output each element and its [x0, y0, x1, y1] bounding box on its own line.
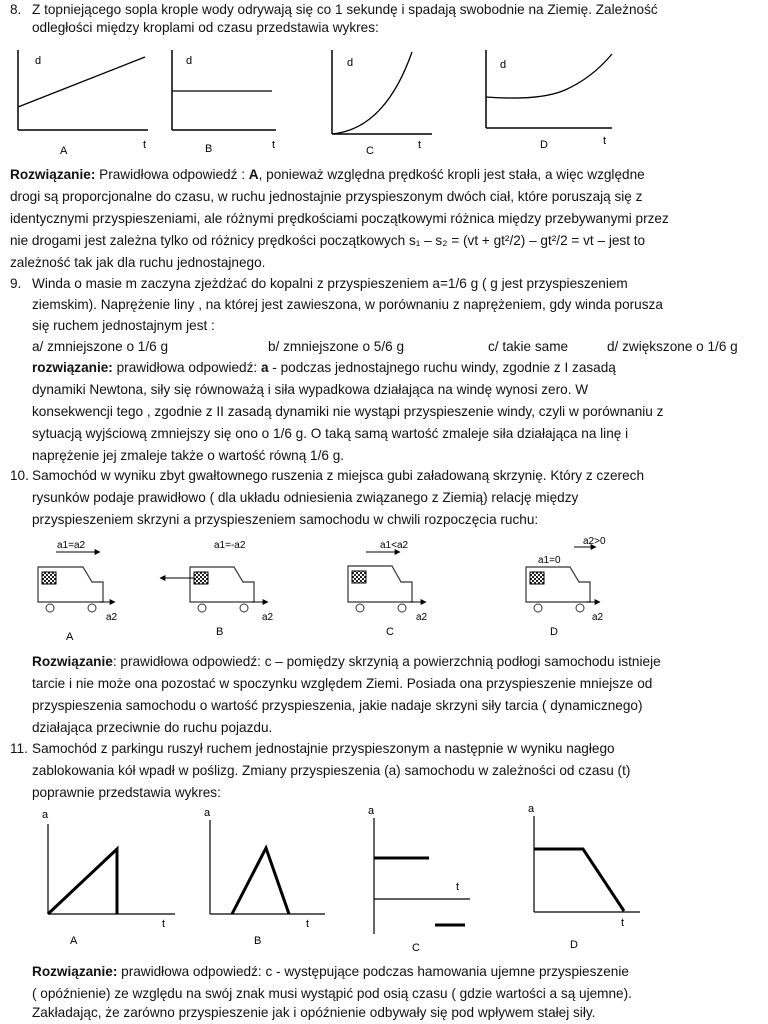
car-acc-label: a2	[262, 612, 274, 623]
x-label: t	[621, 917, 625, 929]
graph-label: A	[70, 935, 78, 947]
option-d: d/ zwiększone o 1/6 g	[607, 339, 738, 354]
answer: a	[260, 360, 269, 375]
x-label: t	[162, 918, 166, 930]
q11-graph-d	[528, 804, 640, 951]
q10-text-line	[10, 466, 765, 486]
option-a: a/ zmniejszone o 1/6 g	[32, 339, 169, 354]
graph-label: D	[570, 939, 578, 951]
q8-text: Z topniejącego sopla krople wody odrywają się co 1 sekundę i spadają swobodnie na Ziemię. Zależność	[32, 2, 658, 17]
q8-solution-line: zależność tak jak dla ruchu jednostajnego.	[10, 255, 266, 270]
relation-label: a1=a2	[57, 540, 86, 551]
x-label: t	[418, 139, 422, 151]
q11-solution-line	[32, 962, 765, 982]
graph-label: A	[60, 145, 68, 156]
graph-label: B	[205, 143, 213, 155]
crate	[352, 571, 366, 583]
relation-label: a2>0	[583, 536, 606, 547]
q8-solution-line: identycznymi przyspieszeniami, ale różnymi prędkościami początkowymi różnica między przebywanymi przez	[10, 211, 669, 226]
q8-text-line: odległości między kroplami od czasu przedstawia wykres:	[32, 20, 379, 35]
q8-number: 8.	[10, 2, 22, 17]
q10-solution-line: tarcie i nie może ona pozostać w spoczynku względem Ziemi. Posiada ona przyspieszenie mniejsze od	[32, 676, 653, 691]
q10-number: 10.	[10, 468, 29, 483]
q10-text-line: przyspieszeniem skrzyni a przyspieszeniem samochodu w chwili rozpoczęcia ruchu:	[32, 512, 539, 527]
q9-text-line	[10, 274, 765, 294]
q8-graph-c	[332, 50, 432, 156]
x-label: t	[456, 881, 460, 893]
curve	[48, 849, 117, 914]
relation-label: a1<a2	[380, 540, 409, 551]
curve	[534, 849, 624, 911]
option-b: b/ zmniejszone o 5/6 g	[268, 339, 405, 354]
graph-label: C	[412, 942, 420, 954]
y-label: d	[35, 55, 42, 67]
y-label: d	[347, 57, 354, 69]
q8-text-line	[10, 0, 765, 20]
q8-graph-d	[486, 50, 612, 151]
q11-text: Samochód z parkingu ruszył ruchem jednostajnie przyspieszonym a następnie w wyniku nagłego	[32, 741, 615, 756]
q11-number: 11.	[10, 741, 28, 756]
q10-solution-line	[32, 652, 765, 672]
x-label: t	[272, 139, 276, 151]
graph-label: D	[540, 139, 548, 151]
q10-solution-line: przyspieszenia samochodu o wartość przyspieszenia, jakie nadaje skrzyni siły tarcia ( dynamicznego)	[32, 698, 643, 713]
figure-label: B	[216, 626, 224, 638]
q10-figure-a	[38, 540, 118, 643]
q10-text: Samochód w wyniku zbyt gwałtownego ruszenia z miejsca gubi załadowaną skrzynię. Który z czerech	[32, 468, 645, 483]
q11-graph-a	[42, 809, 175, 947]
x-label: t	[603, 135, 607, 147]
q9-text-line: ziemskim). Naprężenie liny , na której jest zawieszona, w porównaniu z naprężeniem, gdy winda porusza	[32, 297, 663, 312]
figure-label: C	[386, 626, 394, 638]
q11-text-line: zablokowania kół wpadł w poślizg. Zmiany przyspieszenia (a) samochodu w zależności od czasu (t)	[32, 763, 631, 778]
car-acc-label: a2	[592, 612, 604, 623]
crate	[530, 572, 544, 584]
wheel	[46, 604, 54, 612]
q10-figure-b	[160, 540, 274, 638]
q11-text-line	[10, 739, 765, 759]
q11-text-line: poprawnie przedstawia wykres:	[32, 785, 221, 800]
y-label: a	[42, 809, 49, 821]
solution-label: rozwiązanie:	[32, 360, 113, 375]
q8-graph-b	[172, 50, 276, 155]
y-label: d	[500, 59, 507, 71]
q9-number: 9.	[10, 276, 22, 291]
q8-graphs	[0, 44, 768, 156]
q11-graphs	[0, 804, 768, 954]
solution-label: Rozwiązanie:	[10, 167, 96, 182]
q10-figure-d	[526, 536, 606, 638]
wheel	[356, 604, 364, 612]
solution-text: : prawidłowa odpowiedź: c – pomiędzy skrzynią a powierzchnią podłogi samochodu istnieje	[112, 654, 661, 669]
figure-label: D	[550, 626, 558, 638]
q9-solution-line: naprężenie jej zmaleje także o wartość równą 1/6 g.	[32, 448, 345, 463]
q9-solution-line: dynamiki Newtona, siły się równoważą i siła wypadkowa działająca na windę wynosi zero. W	[32, 382, 589, 397]
q9-text-line: się ruchem jednostajnym jest :	[32, 318, 215, 333]
y-label: a	[368, 805, 375, 817]
curve	[332, 52, 412, 134]
q9-solution-line	[32, 358, 765, 378]
q9-solution-line: konsekwencji tego , zgodnie z II zasadą dynamiki nie wystąpi przyspieszenie windy, czyli w porównaniu z	[32, 404, 664, 419]
q10-figure-c	[348, 540, 428, 638]
solution-text: , ponieważ względna prędkość kropli jest stała, a więc względne	[258, 167, 645, 182]
x-label: t	[306, 918, 310, 930]
q11-graph-b	[204, 807, 325, 947]
graph-label: B	[254, 935, 262, 947]
solution-text: prawidłowa odpowiedź: c - występujące podczas hamowania ujemne przyspieszenie	[117, 964, 629, 979]
solution-label: Rozwiązanie	[32, 654, 113, 669]
car-acc-label: a2	[416, 612, 428, 623]
wheel	[576, 604, 584, 612]
q11-graph-c	[368, 805, 470, 954]
figure-label: A	[66, 631, 74, 643]
option-c: c/ takie same	[488, 339, 569, 354]
solution-label: Rozwiązanie:	[32, 964, 118, 979]
y-label: a	[204, 807, 211, 819]
q8-solution-line: nie drogami jest zależna tylko od różnicy prędkości początkowych s₁ – s₂ = (vt + gt²/2) – gt²/2 = vt – jest to	[10, 233, 646, 248]
wheel	[198, 604, 206, 612]
car-acc-label: a2	[106, 612, 118, 623]
solution-text: Prawidłowa odpowiedź :	[95, 167, 249, 182]
answer: A	[248, 167, 259, 182]
q9-options	[32, 337, 765, 357]
y-label: d	[186, 55, 193, 67]
curve	[232, 848, 289, 914]
y-label: a	[528, 804, 535, 815]
solution-text: prawidłowa odpowiedź:	[112, 360, 261, 375]
wheel	[88, 604, 96, 612]
q8-graph-a	[18, 50, 148, 156]
q10-solution-line: działająca przeciwnie do ruchu pojazdu.	[32, 720, 273, 735]
relation-label-2: a1=0	[538, 555, 561, 566]
q8-solution-line: drogi są proporcjonalne do czasu, w ruchu jednostajnie przyspieszonym dwóch ciał, które poruszają się z	[10, 189, 643, 204]
wheel	[398, 604, 406, 612]
crate	[42, 572, 56, 584]
graph-label: C	[366, 145, 374, 156]
q9-solution-line: sytuacją wyjściową zmniejszy się ono o 1/6 g. O taką samą wartość zmaleje siła działająca na linę i	[32, 426, 629, 441]
relation-label: a1=-a2	[214, 540, 246, 551]
x-label: t	[143, 139, 147, 151]
q8-solution-line	[10, 165, 765, 185]
q10-figures	[0, 532, 768, 644]
solution-text: - podczas jednostajnego ruchu windy, zgodnie z I zasadą	[268, 360, 616, 375]
q10-text-line: rysunków podaje prawidłowo ( dla układu odniesienia związanego z Ziemią) relację między	[32, 490, 579, 505]
q9-text: Winda o masie m zaczyna zjeżdżać do kopalni z przyspieszeniem a=1/6 g ( g jest przyspieszeniem	[32, 276, 628, 291]
wheel	[240, 604, 248, 612]
wheel	[534, 604, 542, 612]
q11-solution-line: Zakładając, że zarówno przyspieszenie jak i opóźnienie odbywały się pod wpływem stałej siły.	[32, 1005, 596, 1020]
crate	[194, 572, 208, 584]
q11-solution-line: ( opóźnienie) ze względu na swój znak musi wystąpić pod osią czasu ( gdzie wartości a są ujemne).	[32, 986, 632, 1001]
